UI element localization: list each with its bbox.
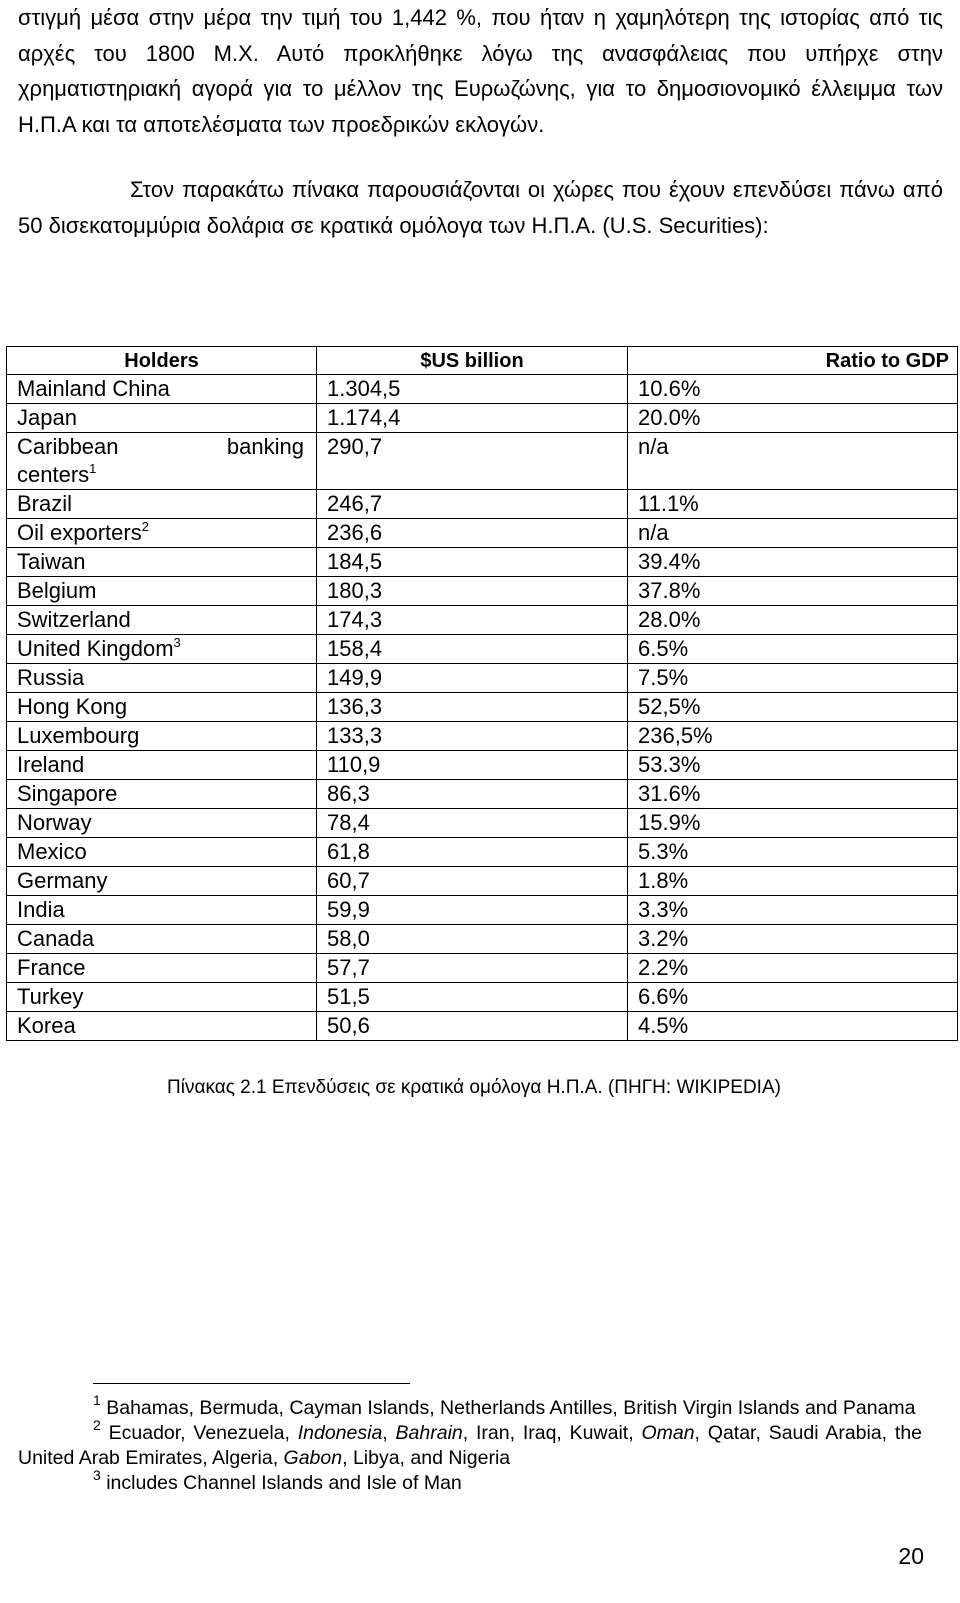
usd-cell: 290,7 [317,433,628,490]
footnote-text: includes Channel Islands and Isle of Man [106,1472,462,1494]
ratio-cell: 6.6% [628,983,958,1012]
holder-cell: Mainland China [7,375,317,404]
usd-cell: 236,6 [317,519,628,548]
ratio-cell: 28.0% [628,606,958,635]
ratio-cell: 3.3% [628,896,958,925]
holder-cell: Singapore [7,780,317,809]
usd-cell: 149,9 [317,664,628,693]
usd-cell: 136,3 [317,693,628,722]
ratio-cell: 15.9% [628,809,958,838]
usd-cell: 61,8 [317,838,628,867]
holder-name: Oil exporters [17,520,142,545]
table-row-united-kingdom [7,635,958,664]
holders-table [6,346,958,1041]
table-row-oil-exporters [7,519,958,548]
footnote-ref: 1 [89,461,97,476]
footnote-italic: Gabon [283,1447,343,1469]
usd-cell: 158,4 [317,635,628,664]
table-row [7,896,958,925]
holder-cell [7,635,317,664]
table-row [7,490,958,519]
table-row [7,404,958,433]
table-caption [0,1076,960,1100]
usd-cell: 50,6 [317,1012,628,1041]
holder-cell: India [7,896,317,925]
holder-cell: Taiwan [7,548,317,577]
header-holders: Holders [7,347,317,375]
footnote-ref: 3 [173,635,181,650]
footnotes [18,1392,923,1496]
usd-cell: 58,0 [317,925,628,954]
holder-first-line [17,433,316,461]
holder-cell: Luxembourg [7,722,317,751]
body-paragraph-1: στιγμή μέσα στην μέρα την τιμή του 1,442 %, που ήταν η χαμηλότερη της ιστορίας από τις αρχές του 1800 Μ.Χ. Αυτό προκλήθηκε λόγω της ανασφάλειας που υπήρχε στην χρηματιστηριακή αγορά για το μέλλον της Ευρωζώνης, για το δημοσιονομικό έλλειμμα των Η.Π.Α και τα αποτελέσματα των προεδρικών εκλογών. [18,5,943,137]
footnote-italic: Oman [641,1422,695,1444]
ratio-cell: n/a [628,433,958,490]
holder-cell: Belgium [7,577,317,606]
footnote-mark: 3 [93,1467,101,1483]
footnote-2 [18,1417,923,1471]
holder-cell: Japan [7,404,317,433]
ratio-cell: 20.0% [628,404,958,433]
table-row [7,375,958,404]
table-row [7,577,958,606]
usd-cell: 57,7 [317,954,628,983]
holder-word: centers [17,462,90,487]
footnote-mark: 1 [93,1392,101,1408]
table-body [7,375,958,1041]
holder-cell: Turkey [7,983,317,1012]
usd-cell: 86,3 [317,780,628,809]
table-row-caribbean [7,433,958,490]
table-row [7,722,958,751]
ratio-cell: 6.5% [628,635,958,664]
holder-cell: Canada [7,925,317,954]
ratio-cell: 11.1% [628,490,958,519]
table-row [7,954,958,983]
footnote-text: , [382,1422,396,1444]
footnote-italic: Bahrain [395,1422,463,1444]
usd-cell: 59,9 [317,896,628,925]
footnote-text: , Qatar, Saudi Arabia, the United Arab Emirates, Algeria, [18,1422,923,1469]
ratio-cell: n/a [628,519,958,548]
footnote-italic: Indonesia [297,1422,383,1444]
ratio-cell: 5.3% [628,838,958,867]
ratio-cell: 1.8% [628,867,958,896]
table-row [7,664,958,693]
footnote-text: Bahamas, Bermuda, Cayman Islands, Netherlands Antilles, British Virgin Islands and Panama [106,1397,916,1419]
table-row [7,867,958,896]
ratio-cell: 37.8% [628,577,958,606]
table-row [7,751,958,780]
holder-word: Caribbean [17,434,119,459]
holder-cell [7,519,317,548]
holder-cell [7,433,317,490]
usd-cell: 246,7 [317,490,628,519]
ratio-cell: 7.5% [628,664,958,693]
holder-cell: Switzerland [7,606,317,635]
holder-name: United Kingdom [17,636,174,661]
usd-cell: 1.304,5 [317,375,628,404]
usd-cell: 110,9 [317,751,628,780]
footnote-mark: 2 [93,1417,101,1433]
usd-cell: 174,3 [317,606,628,635]
table-row [7,838,958,867]
holder-second-line [17,461,316,489]
holder-cell: Mexico [7,838,317,867]
body-paragraph-2: Στον παρακάτω πίνακα παρουσιάζονται οι χώρες που έχουν επενδύσει πάνω από 50 δισεκατομμύρια δολάρια σε κρατικά ομόλογα των Η.Π.Α. (U.S. Securities): [18,177,943,238]
footnote-text: , Libya, and Nigeria [342,1447,511,1469]
table-row [7,548,958,577]
table-row [7,693,958,722]
footnote-separator [93,1383,410,1384]
ratio-cell: 10.6% [628,375,958,404]
table-header-row [7,347,958,375]
footnote-3 [18,1467,922,1496]
table-row [7,983,958,1012]
usd-cell: 60,7 [317,867,628,896]
holder-cell: Hong Kong [7,693,317,722]
footnote-text: , Iran, Iraq, Kuwait, [462,1422,642,1444]
usd-cell: 180,3 [317,577,628,606]
ratio-cell: 236,5% [628,722,958,751]
usd-cell: 133,3 [317,722,628,751]
page-number: 20 [898,1543,924,1569]
header-ratio-to-gdp: Ratio to GDP [628,347,958,375]
holder-cell: Norway [7,809,317,838]
footnote-ref: 2 [141,519,149,534]
ratio-cell: 39.4% [628,548,958,577]
ratio-cell: 3.2% [628,925,958,954]
holder-cell: Russia [7,664,317,693]
header-usd-billion: $US billion [317,347,628,375]
holder-cell: Germany [7,867,317,896]
holder-cell: Korea [7,1012,317,1041]
table-row [7,606,958,635]
usd-cell: 184,5 [317,548,628,577]
holder-word: banking [226,434,304,459]
table-row [7,780,958,809]
ratio-cell: 52,5% [628,693,958,722]
footnote-1 [18,1392,922,1421]
usd-cell: 51,5 [317,983,628,1012]
caption-text: Πίνακας 2.1 Επενδύσεις σε κρατικά ομόλογα Η.Π.Α. (ΠΗΓΗ: WIKIPEDIA) [167,1077,781,1098]
ratio-cell: 4.5% [628,1012,958,1041]
holder-cell: France [7,954,317,983]
ratio-cell: 53.3% [628,751,958,780]
holder-cell: Ireland [7,751,317,780]
ratio-cell: 2.2% [628,954,958,983]
usd-cell: 1.174,4 [317,404,628,433]
footnote-text: Ecuador, Venezuela, [108,1422,298,1444]
table-row [7,809,958,838]
table-row [7,1012,958,1041]
usd-cell: 78,4 [317,809,628,838]
ratio-cell: 31.6% [628,780,958,809]
holder-cell: Brazil [7,490,317,519]
table-row [7,925,958,954]
